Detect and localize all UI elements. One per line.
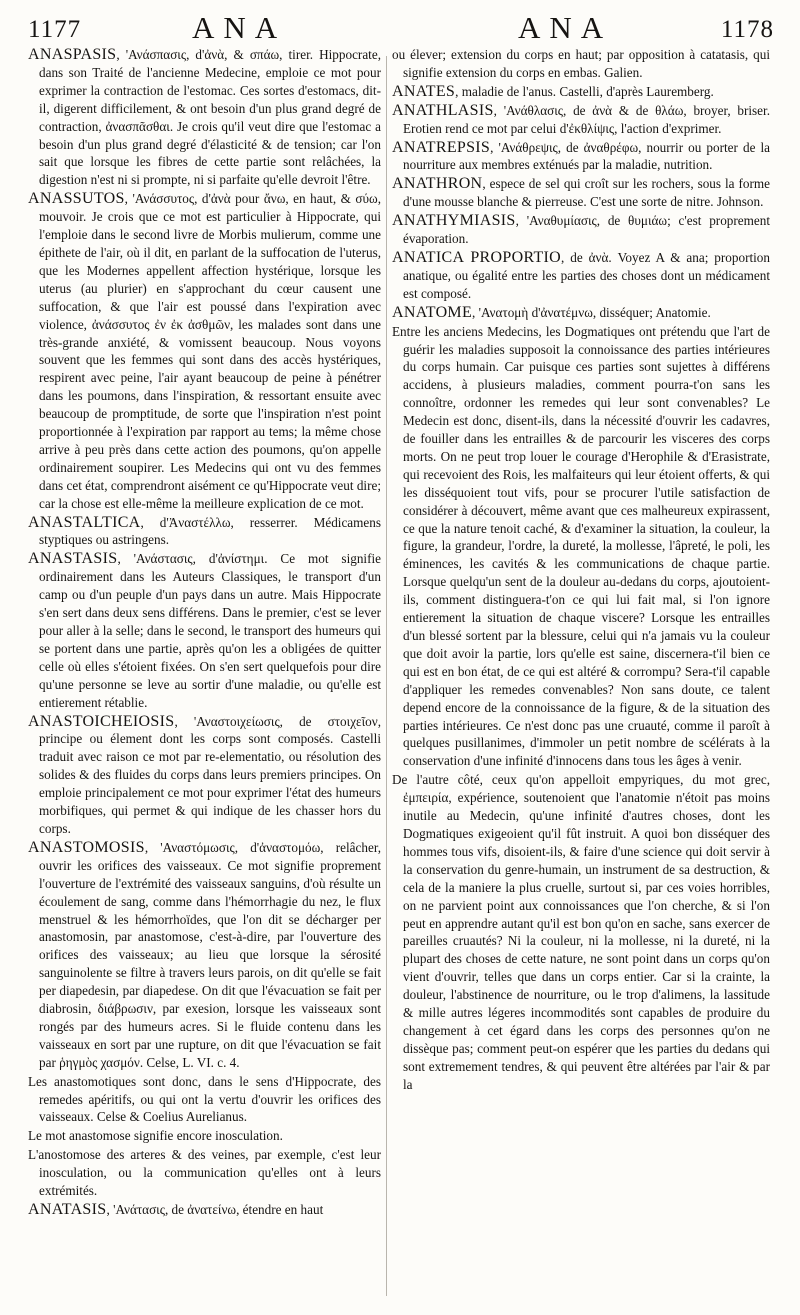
entry-text: , 'Αναστόμωσις, d'ἀναστομόω, relâcher, ouvrir les orifices des vaisseaux. Ce mot signifie proprement l'ouverture de l'extrémité des vaisseaux sanguins, d'où résulte un écoulement de sang, comme dans l'hémorrhagie du nez, le flux menstruel & les hémorrhoïdes, que l'on dit se décharger per anastomosin, par anastomose, c'est-à-dire, par l'ouverture des orifices des vaisseaux; au lieu que lorsque la sérosité sanguinolente se filtre à travers leurs parois, on dit qu'elle se fait per diapedesin, par diapedese. On dit que l'évacuation se fait per diabrosin, διάβρωσιν, par exesion, lorsque les vaisseaux sont rongés par des humeurs acres. Si le fluide contenu dans les vaisseaux en sort par une rupture, on dit que l'évacuation se fait par ῥηγμὸς χασμόν. Celse, L. VI. c. 4.	[39, 839, 381, 1070]
entry-headword: ANATASIS	[28, 1201, 107, 1218]
column-divider	[386, 56, 387, 1296]
entry-paragraph	[392, 323, 770, 771]
entry-text: , maladie de l'anus. Castelli, d'après Lauremberg.	[455, 83, 714, 99]
left-column	[28, 46, 381, 1306]
entry-headword: ANASTOICHEIOSIS	[28, 712, 175, 730]
dictionary-entry	[392, 83, 770, 101]
entry-paragraph	[28, 1073, 381, 1127]
entry-headword: ANATREPSIS	[392, 138, 491, 156]
entry-paragraph	[392, 771, 770, 1093]
running-head-right: ANA	[518, 10, 613, 45]
entry-text: , de ἀνὰ. Voyez A & ana; proportion anatique, ou égalité entre les parties des choses dont un médicament est composé.	[403, 249, 770, 301]
entry-headword: ANATHRON	[392, 175, 483, 193]
dictionary-entry	[28, 514, 381, 550]
entry-headword: ANASTASIS	[28, 550, 118, 568]
entry-text: , 'Ανάτασις, de ἀνατείνω, étendre en haut	[106, 1202, 324, 1217]
running-header	[20, 2, 780, 46]
entry-headword: ANATHYMIASIS	[392, 212, 516, 230]
entry-paragraph	[392, 46, 770, 82]
entry-text: De l'autre côté, ceux qu'on appelloit empyriques, du mot grec, ἐμπειρία, expérience, soutenoient que l'anatomie n'étoit pas moins inutile au Medecin, qu'une infinité d'autres choses, dont les Dogmatiques exigeoient qu'il fût instruit. A quoi bon disséquer des hommes tous vifs, disoient-ils, & faire d'une science qui doit servir à la conservation du genre-humain, un instrument de sa destruction, & cela de la maniere la plus cruelle, surtout si, par ces voies horribles, on ne parvient point aux connoissances que l'on cherche, & si l'on peut en apprendre autant qu'il est bon qu'on en sache, sans exercer de pareilles cruautés? Ni la couleur, ni la mollesse, ni la dureté, ni la plupart des choses de cette nature, ne sont point dans un corps qu'on vient d'ouvrir, telles que dans un corps entier. Car si la crainte, la douleur, l'abstinence de nourriture, ou le trop d'alimens, la lassitude & mille autres légeres incommodités sont capables de produire du changement à cet égard dans les corps des personnes qu'on ne dissèque pas; comment peut-on espérer que les parties du dedans qui sont extremement tendres, & qui peuvent être altérées par l'air & par la	[392, 772, 770, 1092]
entry-text: , 'Αναθυμίασις, de θυμιάω; c'est proprement évaporation.	[403, 213, 770, 247]
dictionary-entry	[28, 550, 381, 711]
entry-text: ou élever; extension du corps en haut; par opposition à catatasis, qui signifie extension du corps en embas. Galien.	[392, 47, 770, 80]
entry-headword: ANATOME	[392, 303, 473, 321]
entry-text: , 'Ανάθρεψις, de ἀναθρέφω, nourrir ou porter de la nourriture aux membres exténués par la maladie, nutrition.	[403, 139, 770, 173]
entry-text: , 'Ανατομὴ d'ἀνατέμνω, disséquer; Anatomie.	[472, 304, 711, 320]
right-column	[392, 46, 770, 1306]
page-number-right: 1178	[720, 16, 774, 43]
dictionary-entry	[392, 139, 770, 175]
dictionary-entry	[28, 190, 381, 512]
entry-headword: ANATICA PROPORTIO	[392, 248, 562, 266]
entry-headword: ANATES	[392, 82, 456, 100]
entry-text: , 'Ανάσπασις, d'ἀνὰ, & σπάω, tirer. Hippocrate, dans son Traité de l'ancienne Medecine, emploie ce mot pour exprimer la contraction de l'estomac. Ces sortes d'estomacs, dit-il, digerent difficilement, & ont besoin d'un plus grand degré de contraction, ἀνασπᾶσθαι. Je crois qu'il veut dire que l'estomac a besoin d'un plus grand degré d'élasticité & de tension; car l'on sait que lorsque les fibres de cette partie sont relâchées, la digestion n'est ni si prompte, ni si parfaite qu'elle devroit l'être.	[39, 47, 381, 188]
entry-text: Entre les anciens Medecins, les Dogmatiques ont prétendu que l'art de guérir les maladies supposoit la connoissance des parties intérieures du corps humain. Car puisque ces parties sont sujettes à différens accidens, à plusieurs maladies, comment pourra-t'on sans les connoître, ordonner les remedes qui leur sont convenables? Le Medecin est donc, disent-ils, dans la nécessité d'ouvrir les cadavres, de fouiller dans les entrailles & de parcourir les visceres des corps morts. On ne peut trop louer le courage d'Herophile & d'Erasistrate, qui recevoient des Rois, les malfaiteurs qui leur étoient offerts, & qui les disséquoient tout vifs, pour se procurer l'utile satisfaction de considérer à découvert, même avant que ces malheureux expirassent, ce que la nature tenoit caché, & d'examiner la situation, la couleur, la figure, la grandeur, l'ordre, la dureté, la mollesse, l'âpreté, le poli, les éminences, les cavités & les communications de chaque partie. Lorsque quelqu'un sent de la douleur au-dedans du corps, ajoutoient-ils, comment distinguera-t'on ce qui lui fait mal, si l'on ignore entierement la situation de chaque viscere? Lorsque les entrailles d'un blessé sortent par la blessure, celui qui n'a jamais vu la couleur que doit avoir la partie, lors qu'elle est saine, discernera-t'il bien ce qui est en bon état, de ce qui est altéré & corrompu? Sera-t'il capable d'appliquer les remedes convenables? Non sans doute, ce talent depend encore de la connoissance de la figure, & de la situation des parties intérieures. Ce n'est donc pas une cruauté, comme il paroît à quelques pusillanimes, d'immoler un petit nombre de scélérats à la conservation d'une infinité d'innocens dans tous les âges à venir.	[392, 323, 770, 769]
entry-paragraph	[28, 1127, 381, 1145]
entry-text: , espece de sel qui croît sur les rochers, sous la forme d'une mousse blanche & pierreuse. C'est une sorte de nitre. Johnson.	[403, 176, 770, 210]
running-head-left: ANA	[192, 10, 287, 45]
entry-headword: ANASTOMOSIS	[28, 838, 145, 856]
dictionary-entry	[392, 304, 770, 322]
entry-text: Les anastomotiques sont donc, dans le sens d'Hippocrate, des remedes apéritifs, ou qui ont la vertu d'ouvrir les orifices des vaisseaux. Celse & Coelius Aurelianus.	[28, 1073, 381, 1125]
dictionary-entry	[28, 1201, 381, 1219]
dictionary-entry	[28, 46, 381, 189]
entry-text: L'anostomose des arteres & des veines, par exemple, c'est leur inosculation, ou la communication qu'elles ont à leurs extrémités.	[28, 1147, 381, 1199]
entry-text: , d'Ἀναστέλλω, resserrer. Médicamens styptiques ou astringens.	[39, 514, 381, 548]
entry-headword: ANATHLASIS	[392, 101, 494, 119]
entry-text: , 'Ανάθλασις, de ἀνὰ & de θλάω, broyer, briser. Erotien rend ce mot par celui d'ἐκθλίψις, l'action d'exprimer.	[403, 102, 770, 136]
dictionary-entry	[392, 212, 770, 248]
entry-paragraph	[28, 1146, 381, 1200]
entry-text: , 'Ανάσσυτος, d'ἀνὰ pour ἄνω, en haut, & σύω, mouvoir. Je crois que ce mot est particulier à Hippocrate, qui l'emploie dans le second livre de Morbis mulierum, comme une épithete de l'air, où il dit, en parlant de la suffocation de l'uterus, que les Modernes appellent affection hystérique, lorsque les uterus (au plurier) en s'approchant du cœur causent une suffocation, & que l'air est poussé dans l'expiration avec violence, ἀνάσσυτος ἐν ἐκ ἀσθμῶν, les malades sont dans une très-grande anxiété, & vomissent beaucoup. Nous voyons souvent que les femmes qui sont dans des accès hystériques, respirent avec peine, l'air ayant beaucoup de peine à pénétrer dans les poumons, dans l'inspiration, & ressortant ensuite avec beaucoup de promptitude, de sorte que l'inspiration n'est point proportionnée à l'expiration par rapport au tems; la même chose arrive à peu près dans cette action des poumons, qu'on appelle ordinairement soupirer. Les Medecins qui ont vu des femmes dans cet état, comprendront aisément ce qu'Hippocrate veut dire; car la chose est elle-même la meilleure explication de ce mot.	[39, 191, 381, 511]
page-number-left: 1177	[28, 16, 82, 43]
entry-text: Le mot anastomose signifie encore inosculation.	[28, 1128, 283, 1144]
entry-headword: ANASPASIS	[28, 46, 117, 63]
dictionary-entry	[392, 249, 770, 303]
dictionary-entry	[392, 102, 770, 138]
dictionary-entry	[28, 839, 381, 1072]
dictionary-entry	[392, 175, 770, 211]
entry-headword: ANASTALTICA	[28, 513, 141, 531]
dictionary-entry	[28, 713, 381, 838]
entry-text: , 'Αναστοιχείωσις, de στοιχεῖον, principe ou élement dont les corps sont composés. Castelli traduit avec raison ce mot par re-elementatio, ou résolution des solides & des fluides du corps dans leurs premiers principes. On emploie principalement ce mot pour exprimer l'état des humeurs morbifiques, qui permet & qui indique de les chasser hors du corps.	[39, 713, 381, 836]
entry-headword: ANASSUTOS	[28, 190, 125, 208]
entry-text: , 'Ανάστασις, d'ἀνίστημι. Ce mot signifie ordinairement dans les Auteurs Classiques, le transport d'un camp ou d'un peuple d'un pays dans un autre. Mais Hippocrate s'en sert dans deux sens différens. Dans le premier, c'est se lever pour aller à la selle; dans le second, le transport des humeurs qui se portent dans une partie, après qu'on les a obligées de quitter celle où elles s'étoient fixées. On s'en sert quelquefois pour dire qu'une personne se leve au sortir d'une maladie, ou qu'elle est entierement rétablie.	[39, 551, 381, 710]
